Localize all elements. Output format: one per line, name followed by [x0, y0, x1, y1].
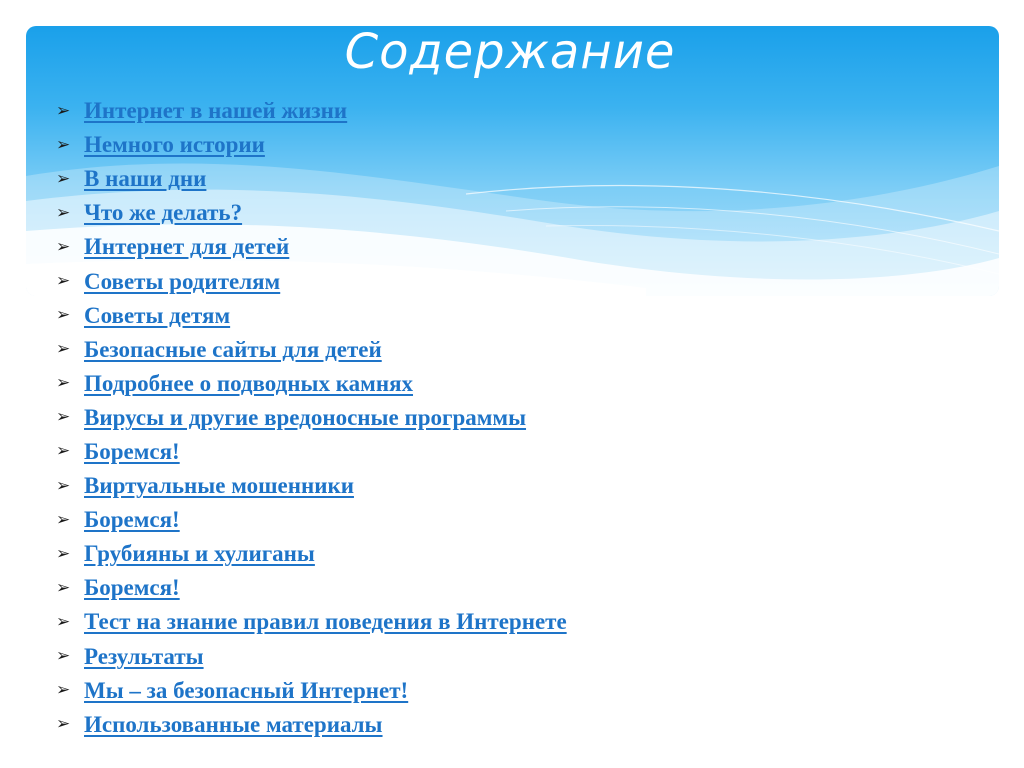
arrow-bullet-icon: ➢ [56, 202, 71, 223]
toc-link[interactable]: Интернет для детей [84, 234, 290, 260]
toc-link[interactable]: Использованные материалы [84, 711, 383, 737]
arrow-bullet-icon: ➢ [56, 407, 71, 428]
arrow-bullet-icon: ➢ [56, 271, 71, 292]
arrow-bullet-icon: ➢ [56, 509, 71, 530]
toc-link[interactable]: Немного истории [84, 132, 265, 158]
arrow-bullet-icon: ➢ [56, 441, 71, 462]
list-item [56, 299, 567, 333]
toc-link[interactable]: Боремся! [84, 575, 180, 601]
arrow-bullet-icon: ➢ [56, 680, 71, 701]
toc-link[interactable]: Советы родителям [84, 268, 281, 294]
arrow-bullet-icon: ➢ [56, 339, 71, 360]
arrow-bullet-icon: ➢ [56, 100, 71, 121]
toc-link[interactable]: Виртуальные мошенники [84, 473, 354, 499]
toc-link[interactable]: Безопасные сайты для детей [84, 336, 382, 362]
toc-link[interactable]: Тест на знание правил поведения в Интернете [84, 609, 567, 635]
arrow-bullet-icon: ➢ [56, 168, 71, 189]
toc-link[interactable]: Боремся! [84, 438, 180, 464]
toc-link[interactable]: Вирусы и другие вредоносные программы [84, 404, 527, 430]
list-item [56, 469, 567, 503]
list-item [56, 264, 567, 298]
toc-link[interactable]: Грубияны и хулиганы [84, 541, 315, 567]
list-item [56, 435, 567, 469]
list-item [56, 162, 567, 196]
arrow-bullet-icon: ➢ [56, 611, 71, 632]
arrow-bullet-icon: ➢ [56, 305, 71, 326]
toc-link[interactable]: Результаты [84, 643, 204, 669]
arrow-bullet-icon: ➢ [56, 714, 71, 735]
list-item [56, 503, 567, 537]
arrow-bullet-icon: ➢ [56, 373, 71, 394]
list-item [56, 401, 567, 435]
toc-link[interactable]: Мы – за безопасный Интернет! [84, 677, 409, 703]
toc-link[interactable]: В наши дни [84, 166, 207, 192]
arrow-bullet-icon: ➢ [56, 475, 71, 496]
toc-link[interactable]: Советы детям [84, 302, 231, 328]
list-item [56, 367, 567, 401]
list-item [56, 571, 567, 605]
arrow-bullet-icon: ➢ [56, 236, 71, 257]
list-item [56, 128, 567, 162]
list-item [56, 196, 567, 230]
list-item [56, 94, 567, 128]
list-item [56, 333, 567, 367]
table-of-contents [56, 94, 567, 742]
arrow-bullet-icon: ➢ [56, 543, 71, 564]
toc-link[interactable]: Подробнее о подводных камнях [84, 370, 414, 396]
list-item [56, 708, 567, 742]
list-item [56, 640, 567, 674]
list-item [56, 605, 567, 639]
toc-link[interactable]: Что же делать? [84, 200, 243, 226]
arrow-bullet-icon: ➢ [56, 134, 71, 155]
list-item [56, 537, 567, 571]
list-item [56, 674, 567, 708]
arrow-bullet-icon: ➢ [56, 646, 71, 667]
arrow-bullet-icon: ➢ [56, 577, 71, 598]
list-item [56, 230, 567, 264]
slide-title: Содержание [344, 24, 676, 80]
toc-link[interactable]: Боремся! [84, 507, 180, 533]
toc-link[interactable]: Интернет в нашей жизни [84, 98, 348, 124]
